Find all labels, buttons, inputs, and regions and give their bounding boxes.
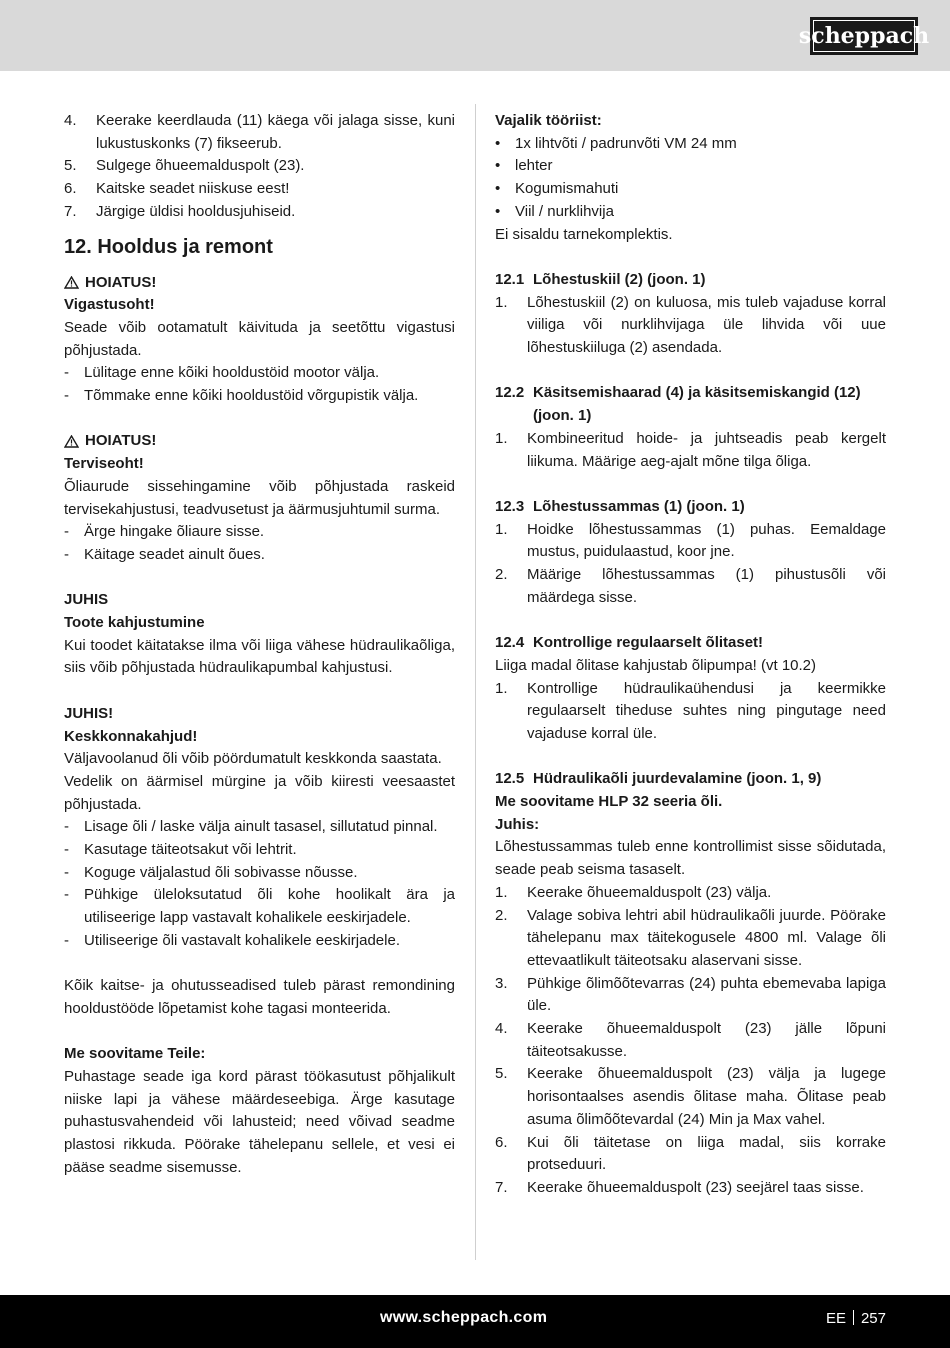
list-item: 5. Sulgege õhueemalduspolt (23). [64,157,305,175]
tools-note: Ei sisaldu tarnekomplektis. [495,225,673,243]
note-text: Lõhestussammas tuleb enne kontrollimist sisse sõidutada, seade peab seisma tasaselt. [495,838,886,879]
warning-triangle-icon [64,435,79,448]
section-number: 12.4 [495,634,525,652]
list-item: 5. Keerake õhueemalduspolt (23) välja ja lugege horisontaalses asendis õlitase maha. Õlitase peab asuma õlimõõtevardal (24) Min ja Max vahel. [495,1065,886,1128]
note-subtitle: Toote kahjustumine [64,614,205,632]
section-number: 12.3 [495,497,525,515]
tools-block [495,110,886,246]
note-environment [64,703,455,953]
column-divider [475,104,476,1260]
warning-subtitle: Terviseoht! [64,455,144,473]
bullet-item: • Viil / nurklihvija [495,202,614,220]
list-item: 1. Lõhestuskiil (2) on kuluosa, mis tuleb vajaduse korral viiliga või nurklihvijaga üle lihvida või uue lõhestuskiiluga (2) asendada. [495,293,886,357]
list-item: 1. Kontrollige hüdraulikaühendusi ja keermikke regulaarselt tiheduse suhtes ning pingutage need vajaduse korral üle. [495,679,886,742]
dash-item: - Utiliseerige õli vastavalt kohalikele eeskirjadele. [64,931,400,949]
section-heading: Käsitsemishaarad (4) ja käsitsemiskangid (12) (joon. 1) [533,384,861,425]
warning-subtitle: Vigastusoht! [64,296,155,314]
dash-item: - Ärge hingake õliaure sisse. [64,523,265,541]
section-12-1 [495,269,886,360]
left-column [64,110,455,1180]
note-label: Juhis: [495,815,540,833]
list-item: 2. Valage sobiva lehtri abil hüdraulikaõli juurde. Pöörake tähelepanu max täitekogusele 4800 ml. Valage õli ettevaatlikult täiteotsaku alaservani sisse. [495,906,886,969]
note-text: Vedelik on äärmisel mürgine ja võib kiiresti veesaastet põhjustada. [64,772,455,813]
list-item: 1. Keerake õhueemalduspolt (23) välja. [495,883,772,901]
recommend-label: Me soovitame Teile: [64,1045,206,1063]
bullet-item: • Kogumismahuti [495,180,619,198]
footer-bar [0,1295,950,1348]
section-heading: Kontrollige regulaarselt õlitaset! [533,634,764,652]
logo-text: scheppach [798,23,930,49]
header-bar [0,0,950,71]
list-item: 7. Järgige üldisi hooldusjuhiseid. [64,202,296,220]
list-item: 6. Kaitske seadet niiskuse eest! [64,180,290,198]
warning-text: Õliaurude sissehingamine võib põhjustada raskeid tervisekahjustusi, teadvusetust ja äärmusjuhtumil surma. [64,477,455,518]
note-label: JUHIS [64,591,109,609]
recommend-text: Puhastage seade iga kord pärast töökasutust põhjalikult niiske lapi ja vähese määrdeseebiga. Ärge kasutage puhastusvahendeid või lahusteid; need võivad seadme plastosi rikkuda. Pöörake tähelepanu sellele, et vesi ei pääse seadme sisemusse. [64,1068,455,1176]
dash-item: - Tõmmake enne kõiki hooldustöid võrgupistik välja. [64,387,419,405]
list-item: 3. Pühkige õlimõõtevarras (24) puhta ebemevaba lapiga üle. [495,974,886,1015]
warning-triangle-icon [64,276,79,289]
section-12-5 [495,768,886,1199]
tools-label: Vajalik tööriist: [495,112,602,129]
section-12-3 [495,496,886,610]
dash-item: - Pühkige üleloksutatud õli kohe hoolikalt ära ja utiliseerige lapp vastavalt kohalikele eeskirjadele. [64,886,455,927]
warning-label: HOIATUS! [85,432,157,450]
warning-text: Seade võib ootamatult käivituda ja seetõttu vigastusi põhjustada. [64,318,455,359]
scheppach-logo [798,17,930,55]
list-item: 7. Keerake õhueemalduspolt (23) seejärel taas sisse. [495,1178,864,1196]
section-text: Liiga madal õlitase kahjustab õlipumpa! (vt 10.2) [495,656,817,674]
dash-item: - Koguge väljalastud õli sobivasse nõusse. [64,863,358,881]
bullet-item: • 1x lihtvõti / padrunvõti VM 24 mm [495,134,737,152]
website-link[interactable]: www.scheppach.com [380,1309,548,1326]
warning-injury [64,272,455,408]
note-label: JUHIS! [64,704,114,722]
list-item: 1. Kombineeritud hoide- ja juhtseadis peab kergelt liikuma. Määrige aeg-ajalt mõne tilga õliga. [495,429,886,470]
note-text: Kui toodet käitatakse ilma või liiga vähese hüdraulikaõliga, siis võib põhjustada hüdraulikapumbal kahjustusi. [64,636,455,677]
separator [853,1310,854,1325]
section-heading: Lõhestussammas (1) (joon. 1) [533,497,745,515]
section-title: 12. Hooldus ja remont [64,235,273,258]
language-code: EE [825,1310,846,1327]
section-12-4 [495,632,886,746]
dash-item: - Käitage seadet ainult õues. [64,545,265,563]
section-number: 12.1 [495,270,525,288]
recommendation [64,1043,455,1179]
warning-health [64,430,455,566]
dash-item: - Lisage õli / laske välja ainult tasasel, sillutatud pinnal. [64,818,438,836]
list-item: 2. Määrige lõhestussammas (1) pihustusõli või määrdega sisse. [495,566,886,606]
list-item: 4. Keerake õhueemalduspolt (23) jälle lõpuni täiteotsakusse. [495,1020,886,1060]
bullet-item: • lehter [495,157,553,175]
list-item: 1. Hoidke lõhestussammas (1) puhas. Eemaldage mustus, puidulaastud, koor jne. [495,520,886,561]
section-number: 12.5 [495,770,525,788]
list-item: 6. Kui õli täitetase on liiga madal, siis korrake protseduuri. [495,1133,886,1174]
dash-item: - Kasutage täiteotsakut või lehtrit. [64,841,297,859]
closing-text: Kõik kaitse- ja ohutusseadised tuleb pärast remondining hooldustööde lõpetamist kohe tagasi monteerida. [64,977,455,1017]
continued-steps-list [64,110,455,224]
page-number: 257 [860,1310,886,1327]
note-text: Väljavoolanud õli võib pöördumatult keskkonda saastata. [64,750,442,768]
list-item: 4. Keerake keerdlauda (11) käega või jalaga sisse, kuni lukustuskonks (7) fikseerub. [64,112,455,152]
section-number: 12.2 [495,384,525,402]
warning-label: HOIATUS! [85,273,157,291]
section-12-2 [495,382,886,473]
oil-recommendation: Me soovitame HLP 32 seeria õli. [495,793,723,811]
note-subtitle: Keskkonnakahjud! [64,727,198,745]
page-indicator [826,1310,886,1327]
section-heading: Hüdraulikaõli juurdevalamine (joon. 1, 9) [533,770,822,788]
section-heading: Lõhestuskiil (2) (joon. 1) [533,270,706,288]
dash-item: - Lülitage enne kõiki hooldustöid mootor välja. [64,364,380,382]
right-column [495,110,886,1200]
note-product-damage [64,589,455,680]
